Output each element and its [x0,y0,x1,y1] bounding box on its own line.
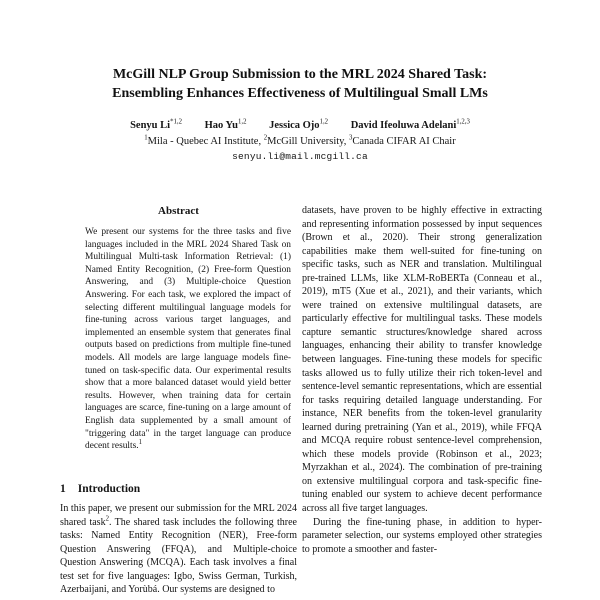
introduction-text-pre: In this paper, we present our submission for the MRL 2024 shared task [60,503,297,528]
right-column-paragraph-1: datasets, have proven to be highly effective in extracting and representing information possessed by input sequences (Brown et al., 2020). Their strong generalization capabilities make them well-suited for fine-tuning on specific tasks, such as NER and translation. Multilingual pre-trained LLMs, like XLM-RoBERTa (Conneau et al., 2019), mT5 (Xue et al., 2021), and their variants, which were trained on extensive multilingual datasets, are particularly effective for multilingual tasks. These models capture semantic structures/knowledge shared across languages, enhancing their ability to transfer knowledge between languages. Fine-tuning these models for specific tasks allowed us to fully utilize their rich token-level and sentence-level semantic representations, which are essential for tasks requiring detailed language understanding. For instance, NER benefits from the token-level granularity learned during pretraining (Yan et al., 2019), while FFQA and MCQA require robust sentence-level comprehension, which these models provide (Robinson et al., 2023; Myrzakhan et al., 2024). The combination of pre-training on extensive multilingual corpora and task-specific fine-tuning enabled our system to achieve decent performance across all five target languages. [302,205,542,515]
paper-title-line-2: Ensembling Enhances Effectiveness of Multilingual Small LMs [112,85,488,101]
introduction-paragraph [60,502,297,600]
paper-title [0,66,600,103]
affiliation-1-marker: 1 [144,134,148,142]
paper-title-line-1: McGill NLP Group Submission to the MRL 2024 Shared Task: [112,67,488,82]
section-number: 1 [60,483,66,495]
author-2-name: Hao Yu [204,120,238,131]
author-4-superscript: 1,2,3 [456,118,470,126]
section-heading-introduction [60,483,297,495]
affiliation-line [0,136,600,147]
author-4-name: David Ifeoluwa Adelani [350,120,457,131]
contact-email: senyu.li@mail.mcgill.ca [232,151,368,162]
author-3-name: Jessica Ojo [269,120,320,131]
author-2 [205,120,247,131]
abstract-text: We present our systems for the three tasks and five languages included in the MRL 2024 Shared Task on Multilingual Multi-task Information Retrieval: (1) Named Entity Recognition, (2) Free-form Question Answering, and (3) Multiple-choice Question Answering. For each task, we explored the impact of selecting different multilingual language models for fine-tuning across various target languages, and implemented an ensemble system that generates final outputs based on predictions from multiple fine-tuned models. All models are large language models fine-tuned on task-specific data. Our experimental results show that a more balanced dataset would yield better results. However, when training data for certain languages are scarce, fine-tuning on a large amount of English data supplemented by a small amount of "triggering data" in the target language can produce decent results. [85,227,291,452]
author-list [0,120,600,131]
affiliation-2-marker: 2 [263,134,268,142]
author-1-superscript: *1,2 [170,118,182,126]
author-4 [351,120,470,131]
introduction-footnote-marker: 2 [105,515,109,523]
section-title: Introduction [77,483,141,495]
right-column [302,204,542,600]
introduction-text-post: . The shared task includes the following three tasks: Named Entity Recognition (NER), Free-form Question Answering (FFQA), and Multiple-choice Question Answering (MCQA). Each task involves a final test set for five languages: Igbo, Swiss German, Turkish, Azerbaijani, and Yorùbá. Our systems are designed to [60,516,297,595]
affiliation-1-text: Mila - Quebec AI Institute, [147,136,264,147]
author-1-name: Senyu Li [130,120,171,131]
author-3-superscript: 1,2 [319,118,329,126]
author-1 [130,120,182,131]
author-2-superscript: 1,2 [237,118,247,126]
abstract-paragraph [85,226,291,478]
right-column-paragraph-2: During the fine-tuning phase, in addition to hyper-parameter selection, our systems employed other strategies to promote a smoother and faster- [302,516,542,555]
abstract-heading: Abstract [158,205,199,217]
affiliation-3-text: Canada CIFAR AI Chair [352,136,456,147]
author-3 [269,120,328,131]
affiliation-2-text: McGill University, [267,136,349,147]
affiliation-3-marker: 3 [348,134,353,142]
abstract-footnote-marker: 1 [138,438,143,446]
